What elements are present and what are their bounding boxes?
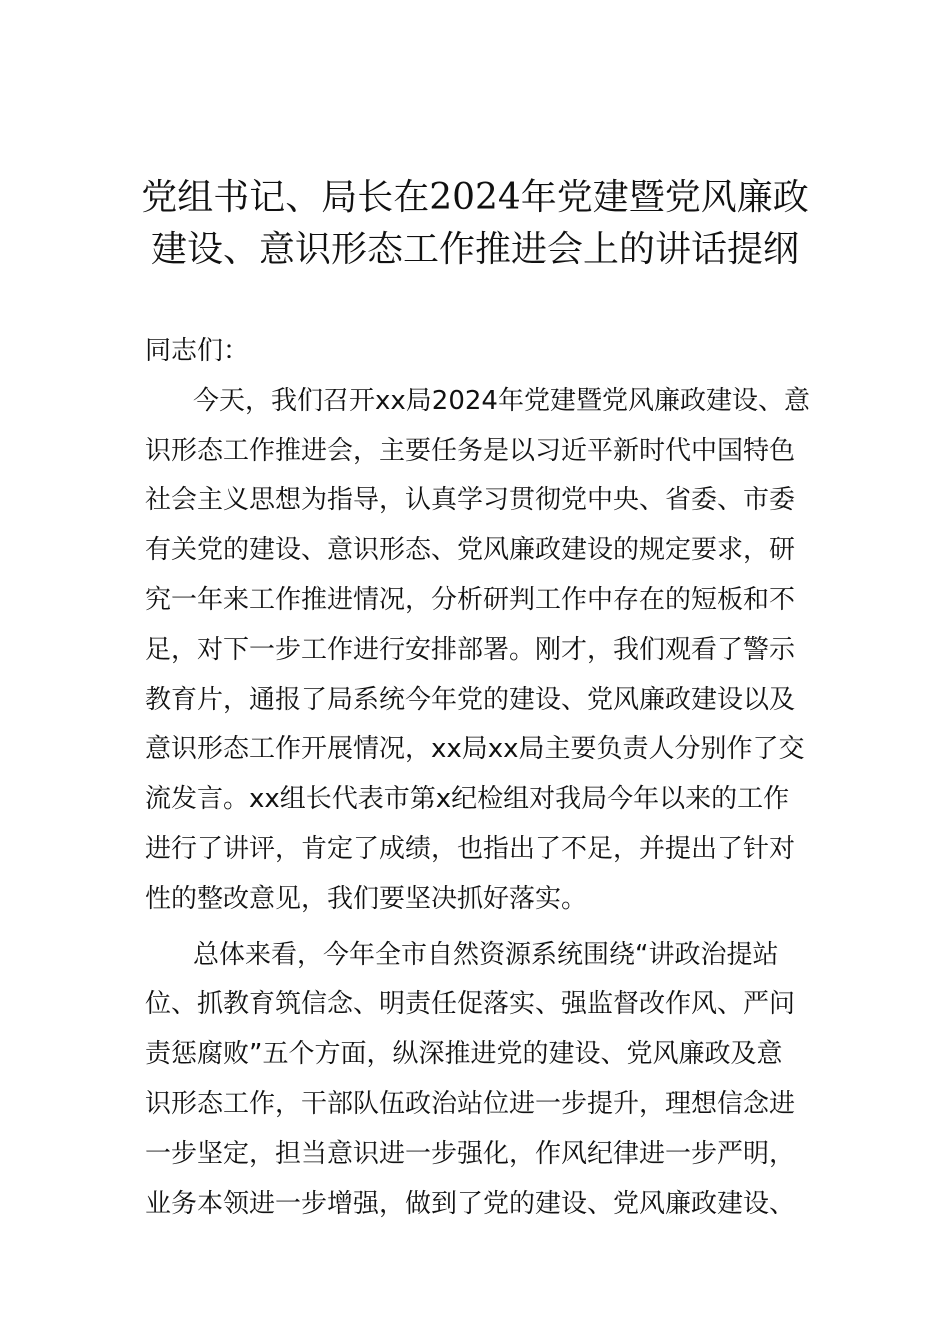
paragraph-2-line: 位、抓教育筑信念、明责任促落实、强监督改作风、严问 — [145, 989, 796, 1020]
paragraph-2-line: 业务本领进一步增强，做到了党的建设、党风廉政建设、 — [145, 1188, 796, 1219]
document-title — [120, 172, 830, 276]
salutation: 同志们： — [145, 336, 250, 366]
paragraph-2-line: 责惩腐败”五个方面，纵深推进党的建设、党风廉政及意 — [145, 1039, 783, 1070]
paragraph-1-line: 足，对下一步工作进行安排部署。刚才，我们观看了警示 — [145, 634, 796, 665]
paragraph-1-line: 意识形态工作开展情况，xx局xx局主要负责人分别作了交 — [145, 734, 805, 765]
paragraph-1-line: 社会主义思想为指导，认真学习贯彻党中央、省委、市委 — [145, 485, 796, 516]
paragraph-1-line: 教育片，通报了局系统今年党的建设、党风廉政建设以及 — [145, 684, 796, 715]
paragraph-2-line: 一步坚定，担当意识进一步强化，作风纪律进一步严明， — [145, 1138, 796, 1169]
paragraph-1-line: 有关党的建设、意识形态、党风廉政建设的规定要求，研 — [145, 535, 796, 566]
paragraph-1-line: 流发言。xx组长代表市第x纪检组对我局今年以来的工作 — [145, 784, 790, 815]
title-line: 建设、意识形态工作推进会上的讲话提纲 — [150, 229, 799, 270]
paragraph-1-line: 今天，我们召开xx局2024年党建暨党风廉政建设、意 — [193, 385, 810, 416]
paragraph-1-line: 进行了讲评，肯定了成绩，也指出了不足，并提出了针对 — [145, 833, 796, 864]
title-line: 党组书记、局长在2024年党建暨党风廉政 — [141, 177, 809, 218]
document-body — [145, 327, 810, 1229]
paragraph-1-line: 识形态工作推进会，主要任务是以习近平新时代中国特色 — [145, 435, 796, 466]
paragraph-2-line: 总体来看，今年全市自然资源系统围绕“讲政治提站 — [193, 939, 779, 970]
paragraph-2-line: 识形态工作，干部队伍政治站位进一步提升，理想信念进 — [145, 1088, 796, 1119]
paragraph-1-line: 性的整改意见，我们要坚决抓好落实。 — [145, 883, 588, 914]
paragraph-1-line: 究一年来工作推进情况，分析研判工作中存在的短板和不 — [145, 584, 796, 615]
